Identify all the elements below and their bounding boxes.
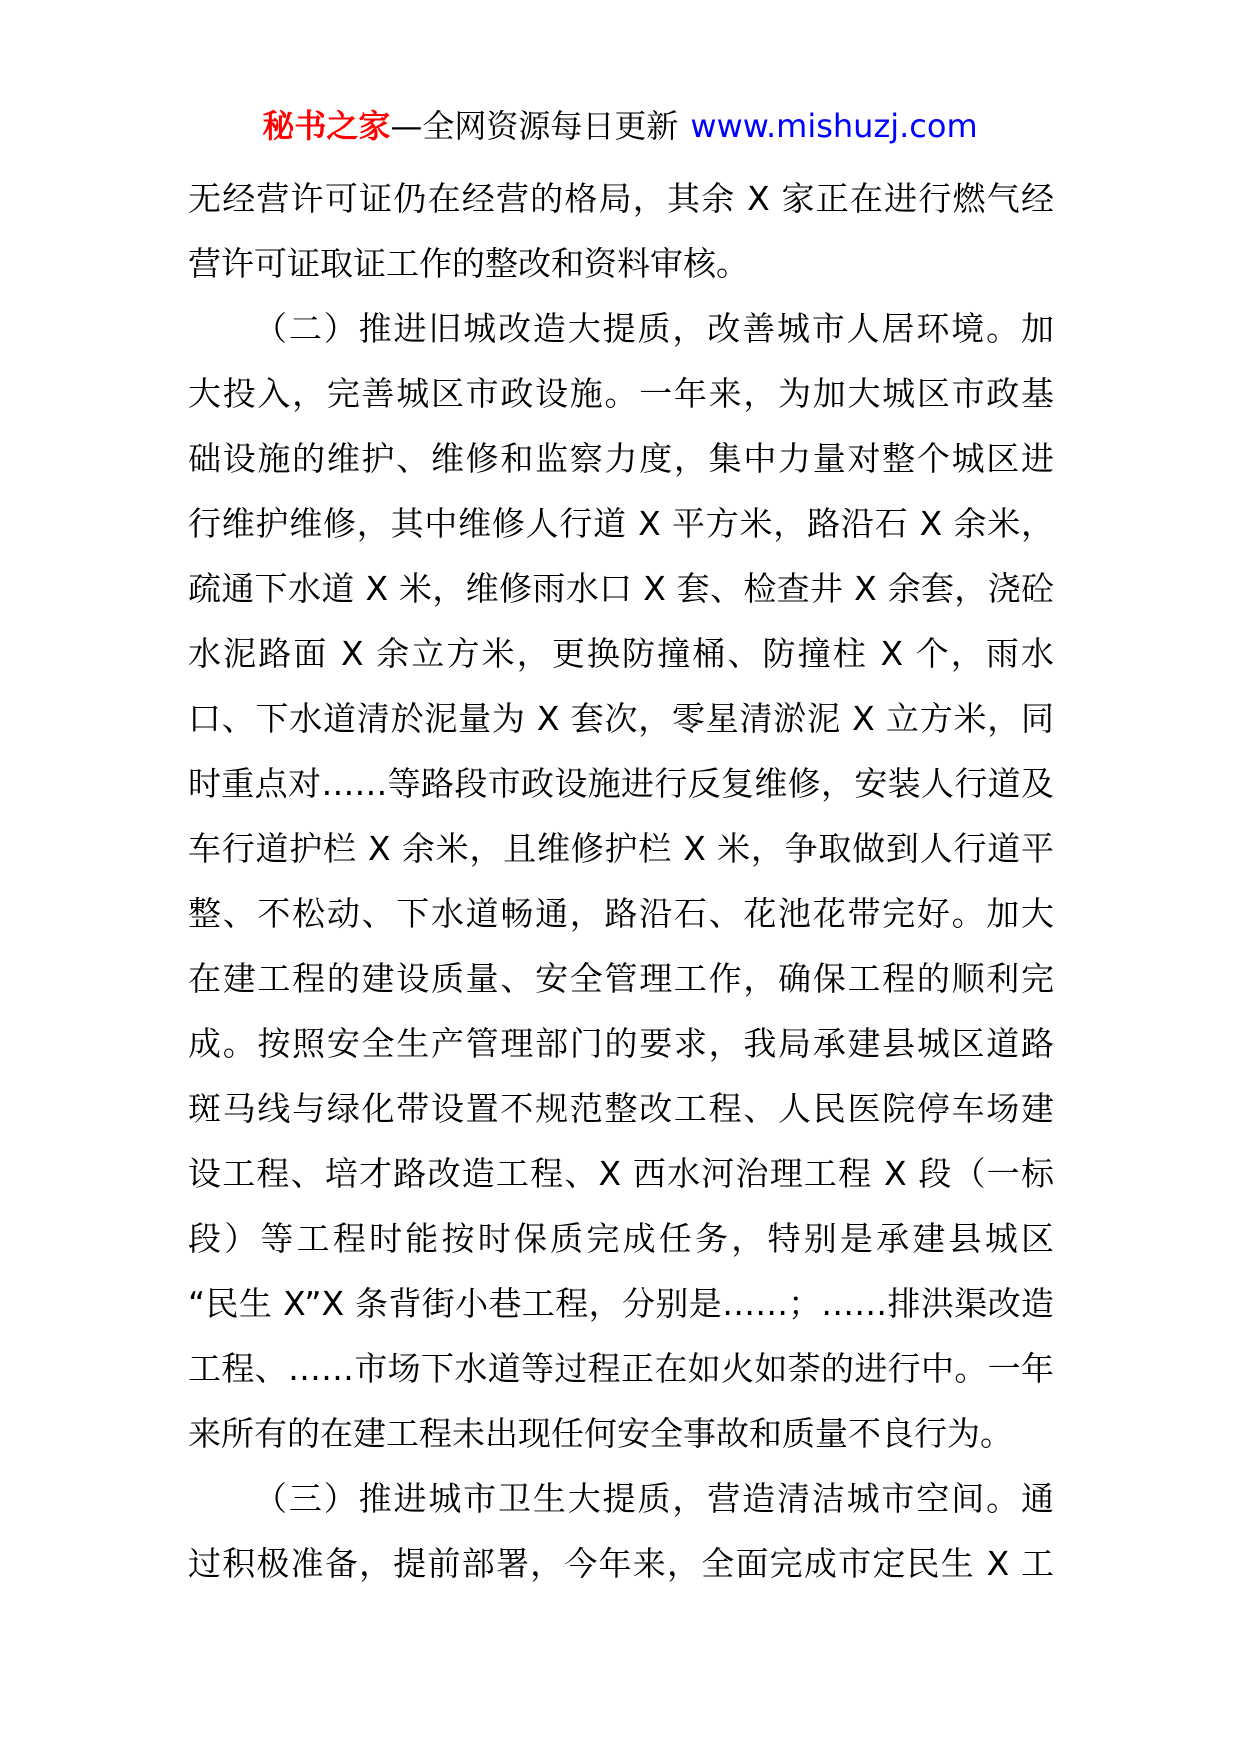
text-line: 营许可证取证工作的整改和资料审核。 [188, 244, 749, 283]
body-text [188, 166, 1054, 1596]
text-line: （二）推进旧城改造大提质，改善城市人居环境。加 [254, 309, 1054, 348]
text-line: （三）推进城市卫生大提质，营造清洁城市空间。通 [254, 1479, 1054, 1518]
text-line: 过积极准备，提前部署，今年来，全面完成市定民生 X 工 [188, 1544, 1054, 1583]
text-line: “民生 X”X 条背街小巷工程，分别是……；……排洪渠改造 [188, 1284, 1054, 1323]
text-line: 大投入，完善城区市政设施。一年来，为加大城区市政基 [188, 374, 1054, 413]
text-line: 工程、……市场下水道等过程正在如火如荼的进行中。一年 [188, 1349, 1054, 1388]
text-line: 在建工程的建设质量、安全管理工作，确保工程的顺利完 [188, 959, 1054, 998]
header-tagline: —全网资源每日更新 [390, 107, 679, 145]
header-url-link[interactable]: www.mishuzj.com [690, 107, 978, 145]
text-line: 斑马线与绿化带设置不规范整改工程、人民医院停车场建 [188, 1089, 1054, 1128]
text-line: 行维护维修，其中维修人行道 X 平方米，路沿石 X 余米， [188, 504, 1054, 543]
text-line: 时重点对……等路段市政设施进行反复维修，安装人行道及 [188, 764, 1054, 803]
text-line: 设工程、培才路改造工程、X 西水河治理工程 X 段（一标 [188, 1154, 1054, 1193]
page-header [0, 104, 1240, 148]
text-line: 成。按照安全生产管理部门的要求，我局承建县城区道路 [188, 1024, 1054, 1063]
brand-name: 秘书之家 [262, 107, 391, 145]
text-line: 车行道护栏 X 余米，且维修护栏 X 米，争取做到人行道平 [188, 829, 1054, 868]
text-line: 水泥路面 X 余立方米，更换防撞桶、防撞柱 X 个，雨水 [188, 634, 1054, 673]
text-line: 来所有的在建工程未出现任何安全事故和质量不良行为。 [188, 1414, 1013, 1453]
text-line: 础设施的维护、维修和监察力度，集中力量对整个城区进 [188, 439, 1054, 478]
text-line: 口、下水道清於泥量为 X 套次，零星清淤泥 X 立方米，同 [188, 699, 1054, 738]
text-line: 无经营许可证仍在经营的格局，其余 X 家正在进行燃气经 [188, 179, 1054, 218]
text-line: 整、不松动、下水道畅通，路沿石、花池花带完好。加大 [188, 894, 1054, 933]
text-line: 段）等工程时能按时保质完成任务，特别是承建县城区 [188, 1219, 1054, 1258]
text-line: 疏通下水道 X 米，维修雨水口 X 套、检查井 X 余套，浇砼 [188, 569, 1054, 608]
